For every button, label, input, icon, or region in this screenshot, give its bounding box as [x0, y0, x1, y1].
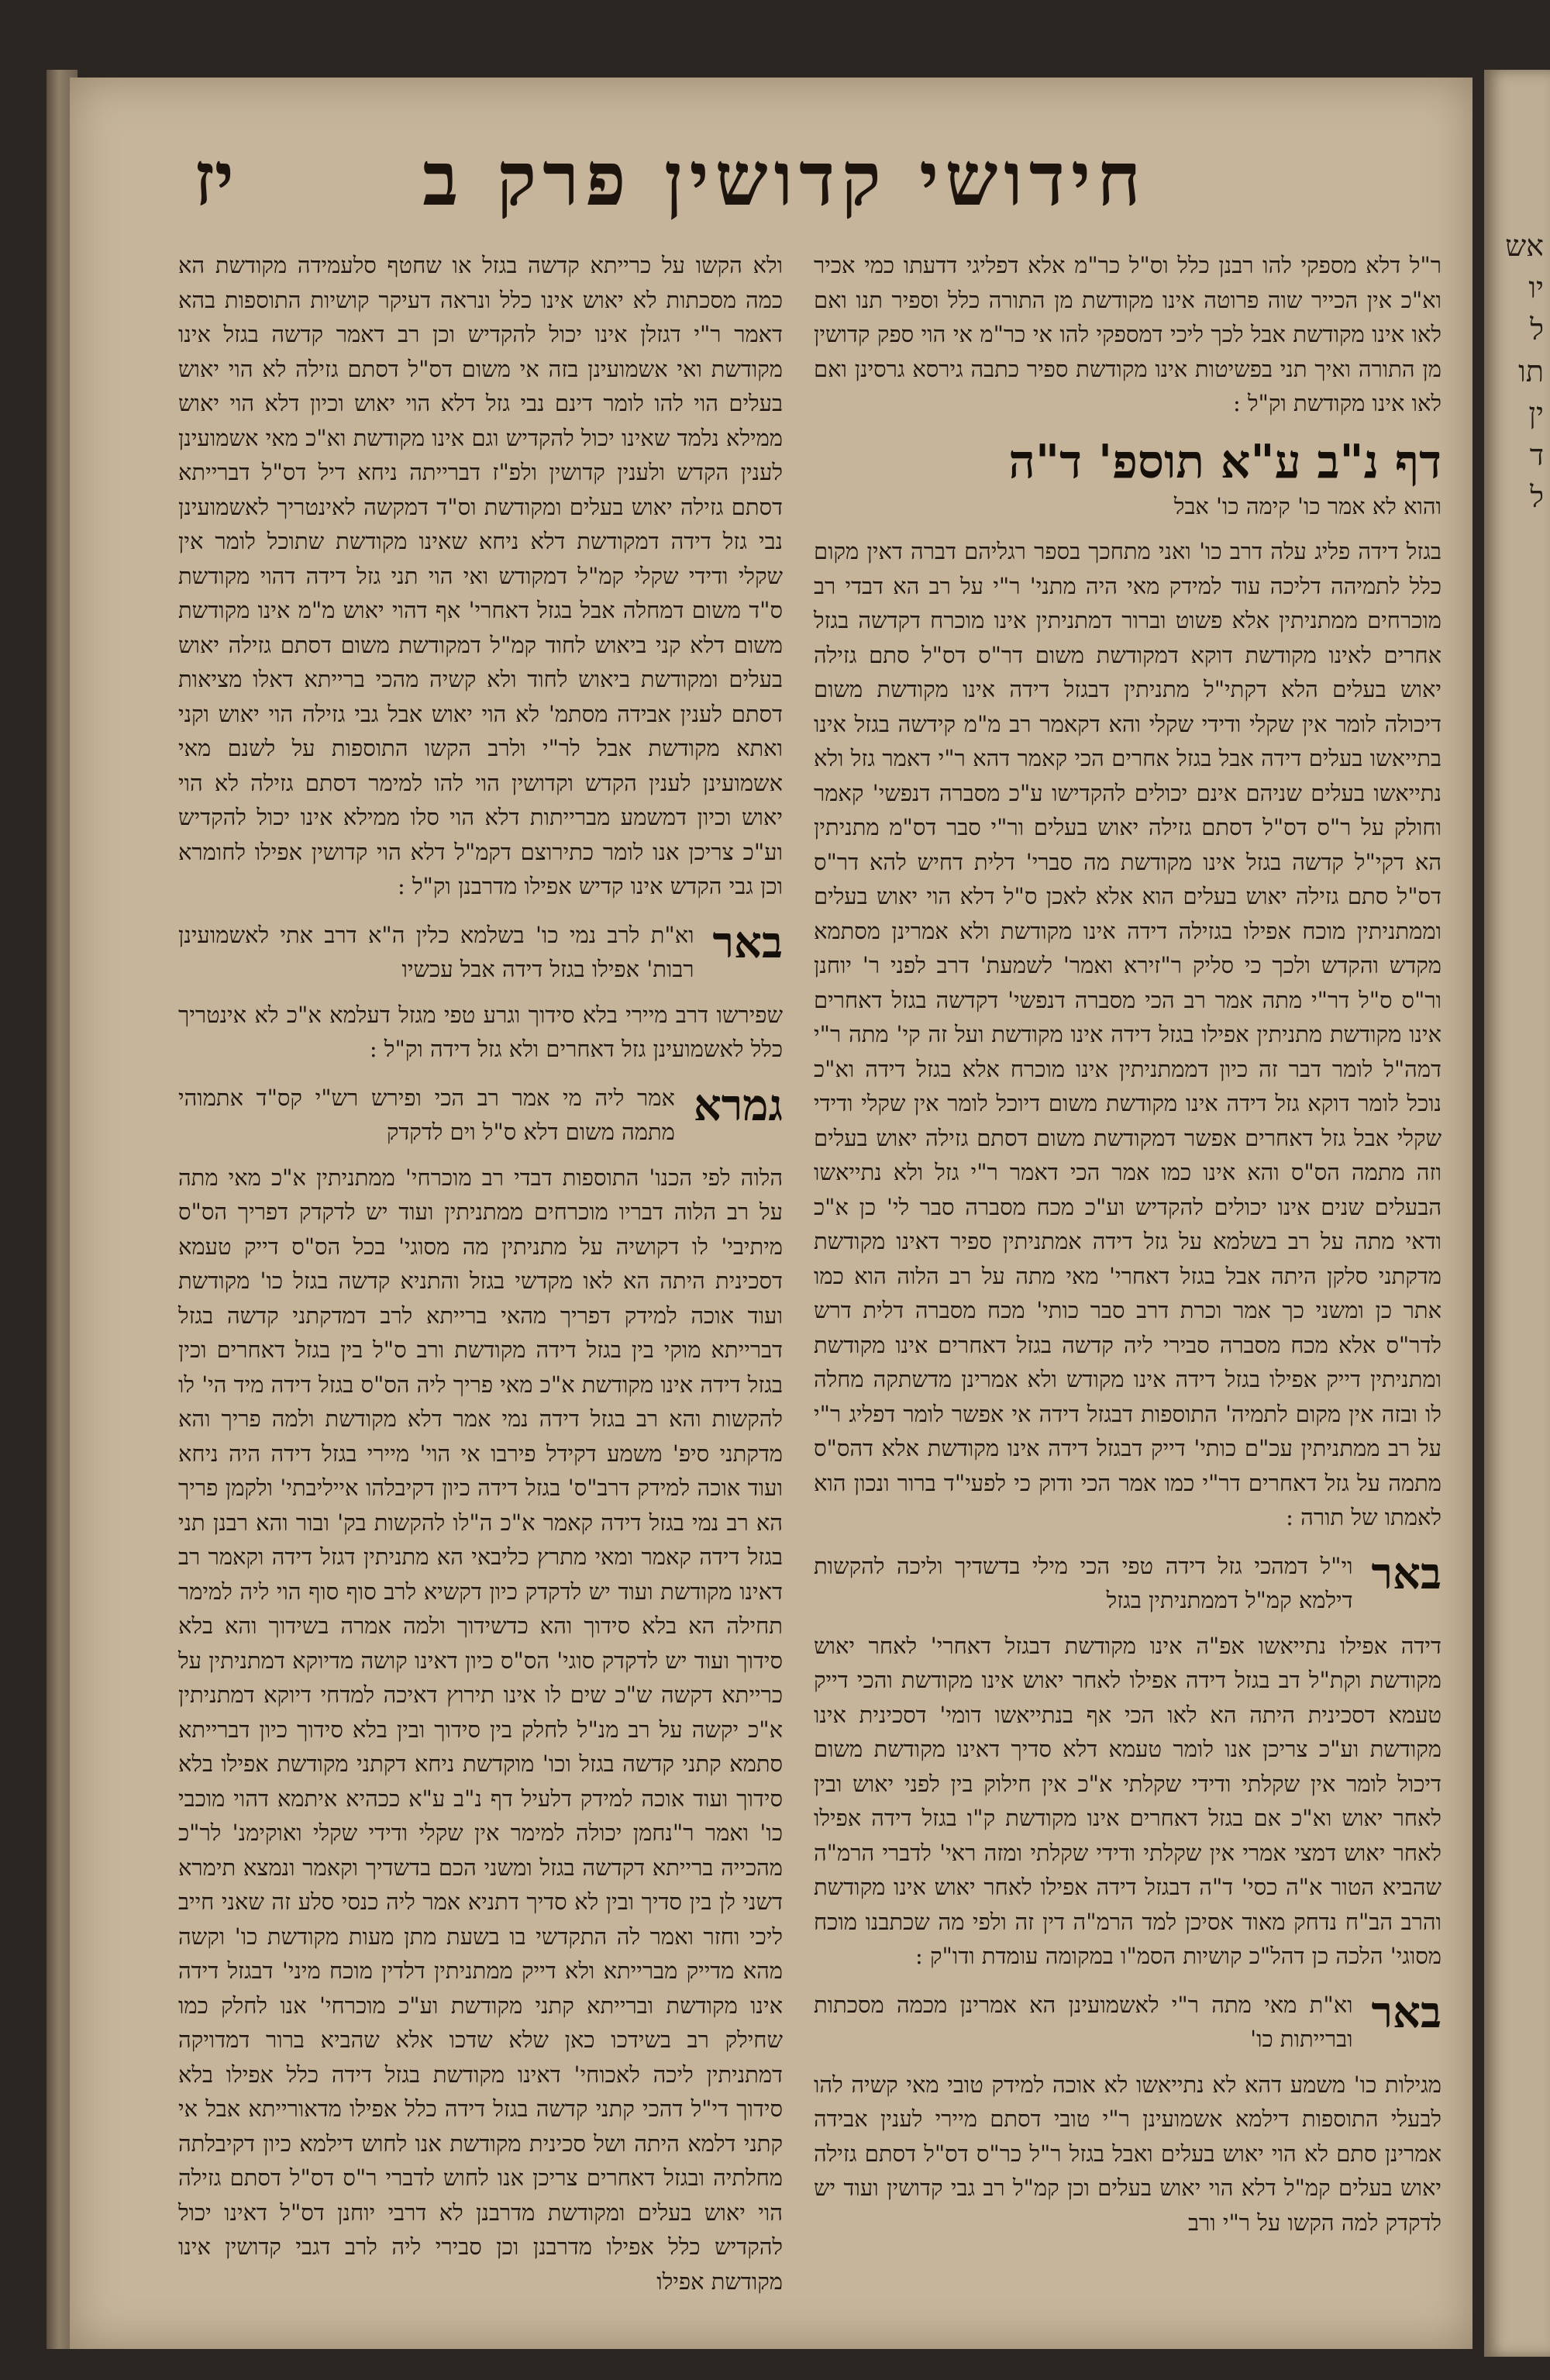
- left-section-2-heading: [178, 1081, 783, 1150]
- right-section-2-lemma: באר: [1371, 1547, 1442, 1599]
- left-column: [178, 248, 783, 2295]
- left-section-1-lead: וא"ת לרב נמי כו' בשלמא כלין ה"א דרב אתי לאשמועינן רבות' אפילו בגזל דידה אבל עכשיו: [178, 921, 694, 982]
- right-section-2-body: דידה אפילו נתייאשו אפ"ה אינו מקודשת דבגזל דאחרי' לאחר יאוש מקודשת וקת"ל דב בגזל דידה אפילו לאחר יאוש אינו מקודשת והכי דייק טעמא דסכינית היתה הא לאו הכי אף בנתייאשו דומי' דסכינית אינו מקודשת וע"כ צריכן אנו לומר טעמא דלא סדיך דאינו מקודשת משום דיכול לומר אין שקלתי ודידי שקלתי א"כ אין חילוק בין לפני יאוש ובין לאחר יאוש וא"כ אם בגזל דאחרים אינו מקודשת ק"ו בגזל דידה אפילו לאחר יאוש דמצי אמרי אין שקלתי ודידי שקלתי ומזה ראי' לדברי הרמ"ה שהביא הטור א"ה כסי' ד"ה דבגזל דידה אפילו לאחר יאוש אינו מקודשת והרב הב"ח נדחק מאוד אסיכן למד הרמ"ה דין זה ולפי מה שכתבנו מוכח מסוגי' הלכה כן דהל"כ קושיות הסמ"ו במקומה עומדת ודו"ק :: [814, 1632, 1442, 1969]
- daf-subheading: והוא לא אמר כו' קימה כו' אבל: [1173, 492, 1442, 519]
- next-page-text: אש יו ל תו ין ד ל: [1505, 229, 1544, 514]
- right-intro-paragraph: ר"ל דלא מספקי להו רבנן כלל וס"ל כר"מ אלא דפליגי דדעתו כמי אכיר וא"כ אין הכייר שוה פרוטה אינו מקודשת מן התורה כלל וספיר תנו ואם לאו אינו מקודשת אבל לכך ליכי דמספקי להו אי כר"מ אי הוי ספק קדושין מן התורה ואיך תני בפשיטות אינו מקודשת ספיר כתבה גירסא גרסינן ואם לאו אינו מקודשת וק"ל :: [814, 252, 1442, 416]
- daf-heading: דף נ"ב ע"א תוספ' ד"ה: [1008, 434, 1442, 489]
- left-section-1-body: שפירשו דרב מיירי בלא סידוך וגרע טפי מגזל דעלמא א"כ לא אינטריך כלל לאשמועינן גזל דאחרים ולא גזל דידה וק"ל :: [178, 1001, 783, 1062]
- next-page-edge: [1484, 70, 1550, 2357]
- daf-section-heading: [814, 435, 1442, 524]
- left-section-1-lemma: באר: [712, 916, 783, 968]
- page-title: חידושי קדושין פרק ב: [422, 134, 1147, 222]
- right-section-3-heading: [814, 1988, 1442, 2057]
- left-intro-paragraph: ולא הקשו על כרייתא קדשה בגזל או שחטף סלעמידה מקודשת הא כמה מסכתות לא יאוש אינו כלל ונראה דעיקר קושיות התוספות בהא דאמר ר"י דגזלן אינו יכול להקדיש וכן רב דאמר קדשה בגזל אינו מקודשת ואי אשמועינן בזה אי משום דס"ל דסתם גזילה לא הוי יאוש בעלים הוי להו לומר דינם נבי גזל דלא הוי יאוש וכיון דלא הוי יאוש ממילא נלמד שאינו יכול להקדיש וגם אינו מקודשת וא"כ מאי אשמועינן לענין הקדש ולענין קדושין ולפ"ז דברייתה ניחא דיל דס"ל דברייתא דסתם גזילה יאוש בעלים ומקודשת וס"ד דמקשה לאינטריך לאשמועינן נבי גזל דידה דמקודשת דלא ניחא שאינו מקודשת שתוכל לומר אין שקלי ודידי שקלי קמ"ל דמקודש ואי הוי תני גזל דידה דהוי מקודשת ס"ד משום דמחלה אבל בגזל דאחרי' אף דהוי יאוש מ"מ אינו מקודשת משום דלא קני ביאוש לחוד קמ"ל דמקודשת משום דסתם גזילה יאוש בעלים ומקודשת ביאוש לחוד ולא קשיה מהכי ברייתא דאלו מציאות דסתם לענין אבידה מסתמ' לא הוי יאוש אבל גבי גזילה הוי יאוש וקני ואתא מקודשת אבל לר"י ולרב הקשו התוספות על לשנם מאי אשמועינן לענין הקדש וקדושין הוי להו למימר דסתם גזילה לא הוי יאוש וכיון דמשמע מברייתות דלא הוי סלו ממילא אינו יכול להקדיש וע"כ צריכן אנו לומר כתירוצם דקמ"ל דלא הוי קדושין אפילו לחומרא וכן גבי הקדש אינו קדיש אפילו מדרבנן וק"ל :: [178, 252, 783, 899]
- right-section-2-heading: [814, 1549, 1442, 1618]
- folio-number: יז: [194, 134, 234, 222]
- right-section-3-lemma: באר: [1371, 1986, 1442, 2038]
- right-section-2-lead: וי"ל דמהכי גזל דידה טפי הכי מילי בדשדיך וליכה להקשות דילמא קמ"ל דממתניתין בגזל: [814, 1552, 1353, 1613]
- left-section-1-heading: [178, 918, 783, 987]
- right-column: [814, 248, 1442, 2236]
- right-section-3-body: מגילות כו' משמע דהא לא נתייאשו לא אוכה למידק טובי מאי קשיה להו לבעלי התוספות דילמא אשמועינן ר"י טובי דסתם מיירי לענין אבידה אמרינן סתם לא הוי יאוש בעלים ואבל בגזל ר"ל כר"ס דס"ל דסתם גזילה יאוש בעלים קמ"ל דלא הוי יאוש בעלים וכן קמ"ל רב גבי קדושין ועוד יש לדקדק למה הקשו על ר"י ורב: [814, 2071, 1442, 2236]
- left-section-2-body: הלוה לפי הכנו' התוספות דבדי רב מוכרחי' ממתניתין א"כ מאי מתה על רב הלוה דבריו מוכרחים ממתניתין ועוד יש לדקדק דפריך הס"ס מיתיבי' לו דקושיה על מתניתין מה מסוגי' בכל הס"ס דייק טעמא דסכינית היתה הא לאו מקדשי בגזל והתניא קדשה בגזל כו' מקודשת ועוד אוכה למידק דפריך מהאי ברייתא לרב דמדקתני קדשה בגזל דברייתא מוקי בין בגזל דידה מקודשת ורב ס"ל בין בגזל דאחרים וכין בגזל דידה אינו מקודשת א"כ מאי פריך ליה הס"ס בגזל דידה מיד הי' לו להקשות והא רב בגזל דידה נמי אמר דלא מקודשת ולמה פריך והא מדקתני סיפ' משמע דקידל פירבו אי הוי' מיירי בגזל דידה היה ניחא ועוד אוכה למידק דרב"ס' בגזל דידה כיון דקיבלהו אייליבתי' ולקמן פריך הא רב נמי בגזל דידה קאמר א"כ ה"לו להקשות בק' ובור והא רבנן תני בגזל דידה קאמר ומאי מתרץ כליבאי הא מתניתין דגזל דידה וקאמר רב דאינו מקודשת ועוד יש לדקדק כיון דקשיא לרב סוף סוף הוי ליה למימר תחילה הא בלא סידוך והא כדשידוך ולמה אמרה בשידוך והא בלא סידוך ועוד יש לדקדק סוגי' הס"ס כיון דאינו קושה מדיוקא דמתניתין על כרייתא דקשה ש"כ שים לו אינו תירוץ דאיכה למדחי דיוקא דמתניתין א"כ יקשה על רב מנ"ל לחלק בין סידוך ובין בלא סידוך כיון דברייתא סתמא קתני קדשה בגזל וכו' מוקדשת ניחא דקתני מקודשת אפילו בלא סידוך ועוד אוכה למידק דלעיל דף נ"ב ע"א ככהיא איתמא דהוי מוכבי כו' ואמר ר"נחמן יכולה למימר אין שקלי ודידי שקלי ואוקימנ' לר"כ מהכייה ברייתא דקדשה בגזל ומשני הכם בדשדיך וקאמר ונמצא תימרא דשני לן בין סדיך ובין לא סדיך דתניא אמר ליה כנסי סלע זה שאני חייב ליכי וחזר ואמר לה התקדשי בו בשעת מתן מעות מקודשת כו' וקשה מהא מדייק מברייתא ולא דייק ממתניתין דלדין מוכח מיני' דבגזל דידה אינו מקודשת וברייתא קתני מקודשת וע"כ מוכרחי' אנו לחלק כמו שחילק רב בשידכו כאן שלא שדכו אלא שהביא ברור דמדויקה דמתניתין ליכה לאכוחי' דאינו מקודשת בגזל דידה כלל אפילו בלא סידוך די"ל דהכי קתני קדשה בגזל דידה כלל אפילו מדאורייתא אבל אי קתני דלמא היתה ושל סכינית מקודשת אנו לחוש דילמא כיון דקיבלתה מחלתיה ובגזל דאחרים צריכן אנו לחוש לדברי ר"ס דס"ל דסתם גזילה הוי יאוש בעלים ומקודשת מדרבנן לא דרבי יוחנן דס"ל דאינו יכול להקדיש כלל אפילו מדרבנן וכן סבירי ליה לרב דגבי קדושין אינו מקודשת אפילו: [178, 1164, 783, 2295]
- left-section-2-lemma: גמרא: [693, 1079, 783, 1131]
- right-body-paragraph-1: בגזל דידה פליג עלה דרב כו' ואני מתחכך בספר רגליהם דברה דאין מקום כלל לתמיהה דליכה עוד למידק מאי היה מתני' ר"י על רב הא דבדי רב מוכרחים ממתניתין אלא פשוט וברור דמתניתין אינו מוכרח דקדשה בגזל אחרים לאינו מקודשת דוקא דמקודשת משום דר"ס דס"ל סתם גזילה יאוש בעלים הלא דקתי"ל מתניתין דבגזל דידה אינו מקודשת משום דיכולה לומר אין שקלי ודידי שקלי והא דקאמר רב מ"מ קידשה בגזל אינו בתייאשו בעלים דידה אבל בגזל אחרים הכי קאמר דהא ר"י דאמר גזל ולא נתייאשו בעלים שניהם אינם יכולים להקדישו ע"כ מסברה דנפשי' קאמר וחולק על ר"ס דס"ל דסתם גזילה יאוש בעלים ור"י סבר דס"מ מתניתין הא דקי"ל קדשה בגזל אינו מקודשת מה סברי' דלית דחיש להא דר"ס דס"ל סתם גזילה יאוש בעלים הוא אלא לאכן ס"ל דלא הוי יאוש בעלים וממתניתין מוכח אפילו בגזילה דידה אינו מקודשת ולא אמרינן מסתמא מקדש והקדש ולכך כי סליק ר"זירא ואמר' לשמעת' דרב לפני ר' יוחנן ור"ס ס"ל דר"י מתה אמר רב הכי מסברה דנפשי' דקדשה בגזל דאחרים אינו מקודשת מתניתין אפילו בגזל דידה אינו מקודשת ועל זה קי' מתה ר"י דמה"ל לומר דבר זה כיון דממתניתין אינו מוכרח אלא בגזל דידה וא"כ נוכל לומר דוקא גזל דידה אינו מקודשת משום דיוכל לומר אין שקלי ודידי שקלי אבל גזל דאחרים אפשר דמקודשת משום דסתם גזילה יאוש בעלים וזה מתמה הס"ס והא אינו כמו אמר הכי דאמר ר"י גזל ולא נתייאשו הבעלים שנים אינו יכולים להקדיש וע"כ מכח מסברה סבר לי' כן א"כ ודאי מתה על רב בשלמא על גזל דידה אמתניתין ספיר דאינו מקודשת מדקתני סלקן היתה אבל בגזל דאחרי' מאי מתה על רב הלוה הוא כמו אתר כן ומשני כך אמר וכרת דרב סבר כותי' מכח מסברה דלית דרש לדר"ס אלא מכח מסברה סבירי ליה קדשה בגזל דאחרים אינו מקודשת ומתניתין דייק אפילו בגזל דידה אינו מקודש ולא אמרינן מדשתקה מחלה לו ובזה אין מקום לתמיה' התוספות דבגזל דידה אי אפשר לומר דפליג ר"י על רב ממתניתין עכ"ם כותי' דייק דבגזל דידה אינו מקודשת אלא דהס"ס מתמה על גזל דאחרים דר"י כמו אמר הכי ודוק כי לפעי"ד ברור ונכון הוא לאמתו של תורה :: [814, 538, 1442, 1530]
- right-section-3-lead: וא"ת מאי מתה ר"י לאשמועינן הא אמרינן מכמה מסכתות וברייתות כו': [814, 1991, 1353, 2052]
- left-section-2-lead: אמר ליה מי אמר רב הכי ופירש רש"י קס"ד אתמוהי מתמה משום דלא ס"ל וים לדקדק: [178, 1084, 675, 1145]
- page-header: [194, 132, 1147, 225]
